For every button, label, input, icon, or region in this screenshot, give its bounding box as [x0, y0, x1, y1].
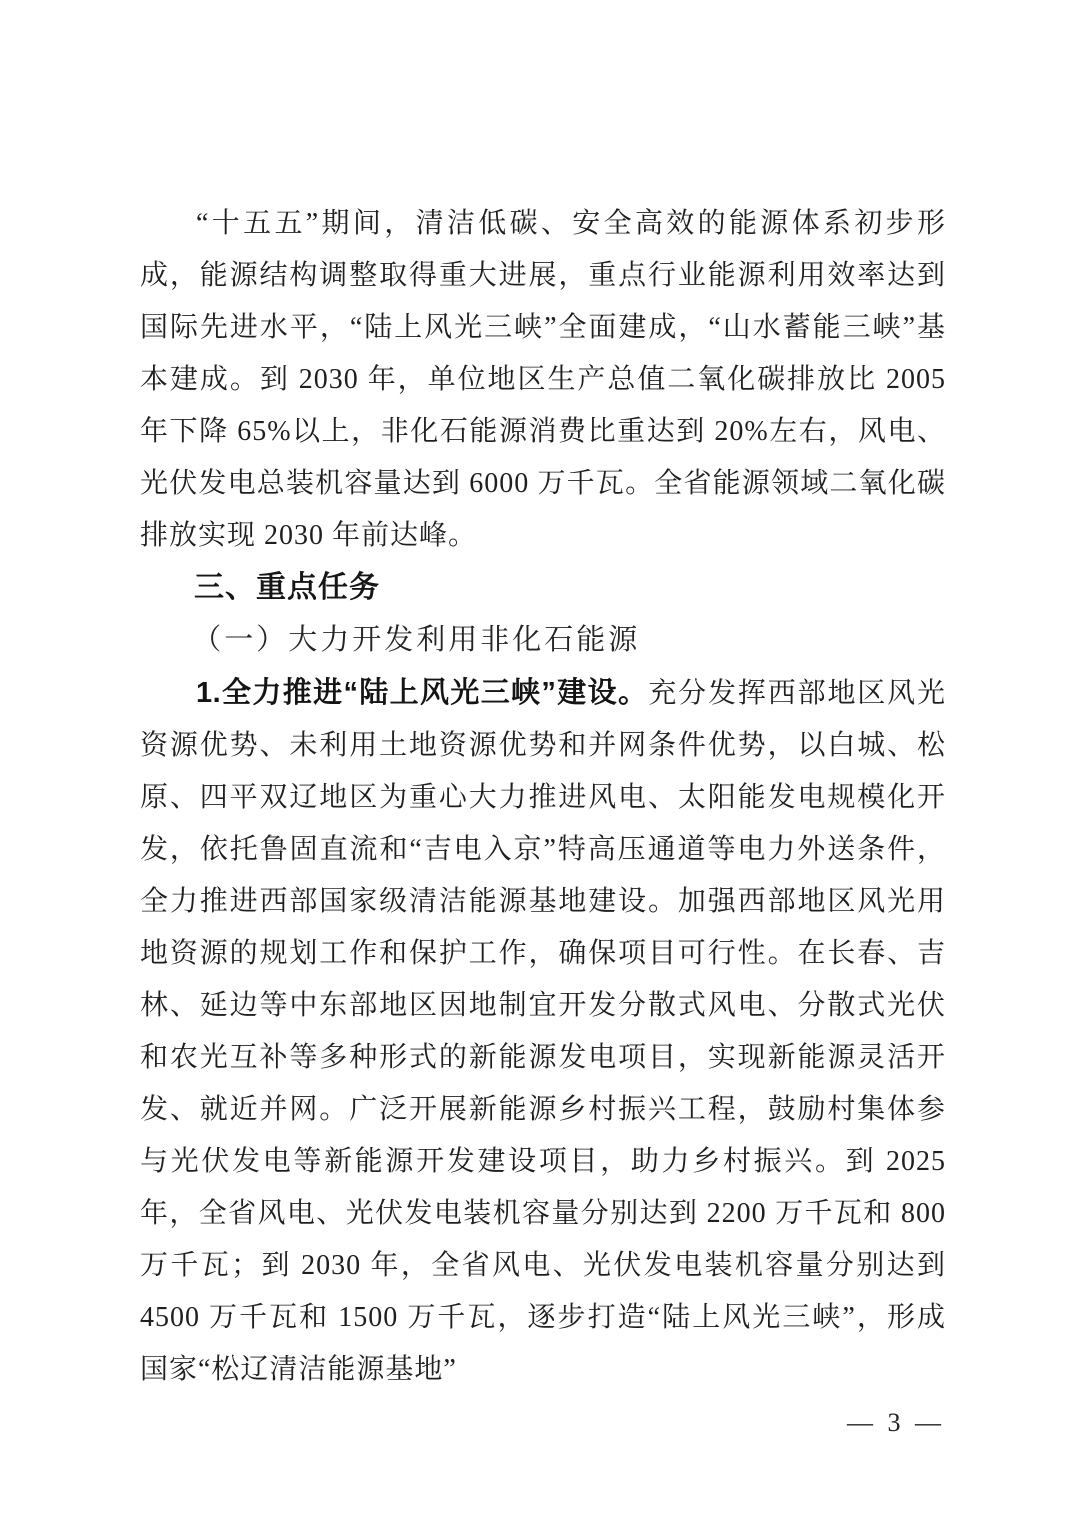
subsection-heading: （一）大力开发利用非化石能源 — [192, 624, 641, 656]
page-number: — 3 — — [847, 1408, 945, 1437]
paragraph-task1 — [140, 667, 946, 1396]
document-body — [140, 198, 946, 1396]
paragraph-task1-body: 充分发挥西部地区风光资源优势、未利用土地资源优势和并网条件优势，以白城、松原、四平双辽地区为重心大力推进风电、太阳能发电规模化开发，依托鲁固直流和“吉电入京”特高压通道等电力外送条件，全力推进西部国家级清洁能源基地建设。加强西部地区风光用地资源的规划工作和保护工作，确保项目可行性。在长春、吉林、延边等中东部地区因地制宜开发分散式风电、分散式光伏和农光互补等多种形式的新能源发电项目，实现新能源灵活开发、就近并网。广泛开展新能源乡村振兴工程，鼓励村集体参与光伏发电等新能源开发建设项目，助力乡村振兴。到 2025 年，全省风电、光伏发电装机容量分别达到 2200 万千瓦和 800 万千瓦；到 2030 年，全省风电、光伏发电装机容量分别达到 4500 万千瓦和 1500 万千瓦，逐步打造“陆上风光三峡”，形成国家“松辽清洁能源基地” — [140, 678, 946, 1385]
paragraph-overview: “十五五”期间，清洁低碳、安全高效的能源体系初步形成，能源结构调整取得重大进展，重点行业能源利用效率达到国际先进水平，“陆上风光三峡”全面建成，“山水蓄能三峡”基本建成。到 2030 年，单位地区生产总值二氧化碳排放比 2005 年下降 65%以上，非化石能源消费比重达到 20%左右，风电、光伏发电总装机容量达到 6000 万千瓦。全省能源领域二氧化碳排放实现 2030 年前达峰。 — [140, 208, 946, 551]
section-heading: 三、重点任务 — [194, 571, 380, 604]
paragraph-task1-lead: 1.全力推进“陆上风光三峡”建设。 — [196, 677, 649, 709]
